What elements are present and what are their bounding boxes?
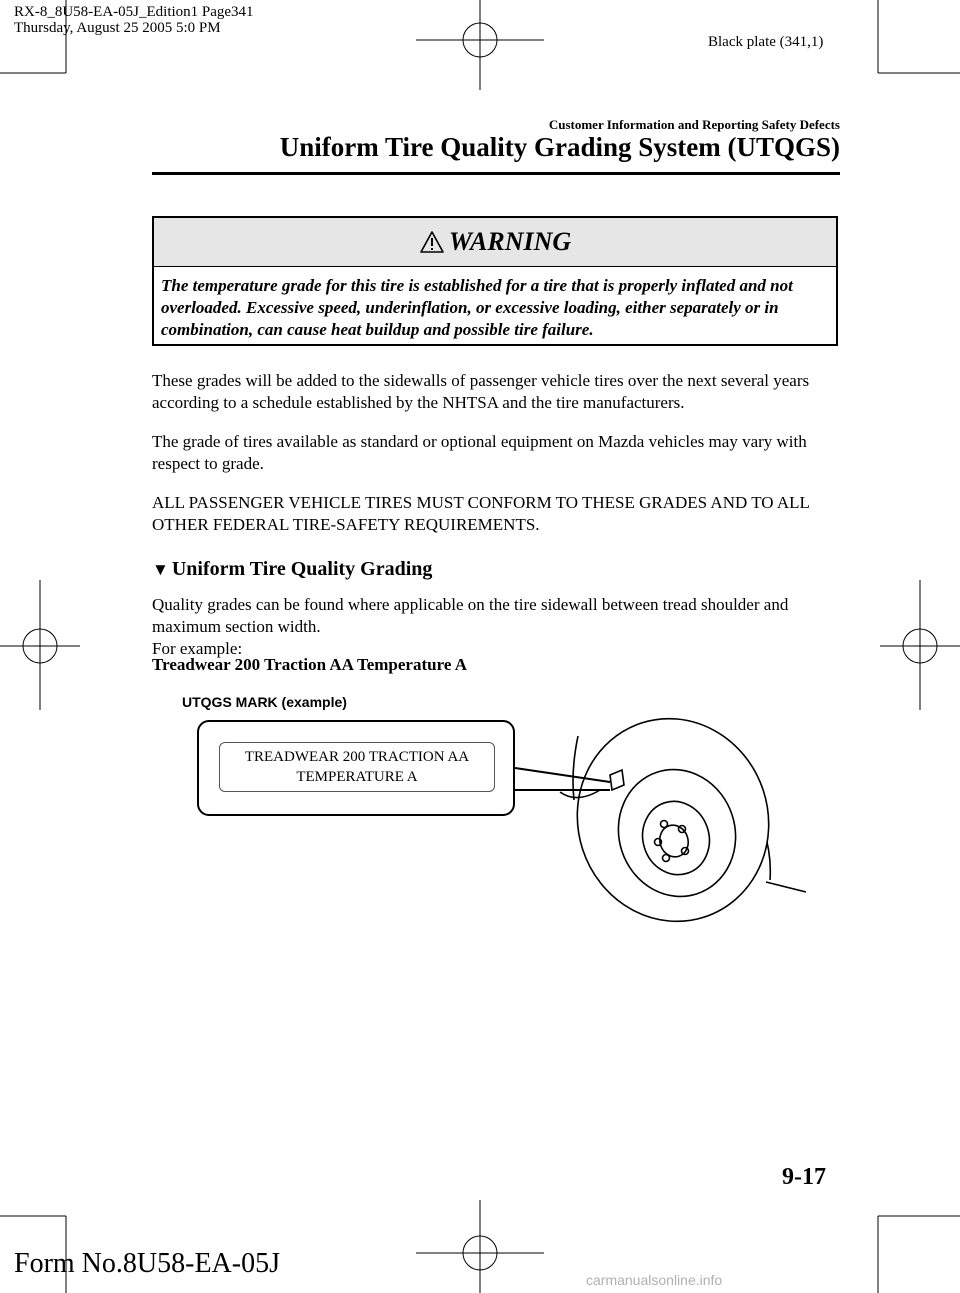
print-meta-line2: Thursday, August 25 2005 5:0 PM bbox=[14, 20, 221, 36]
plate-label: Black plate (341,1) bbox=[708, 34, 824, 50]
utqgs-mark-label bbox=[219, 742, 495, 792]
mark-line-1: TREADWEAR 200 TRACTION AA bbox=[244, 749, 470, 765]
for-example-text: For example: bbox=[152, 639, 243, 658]
page-title: Uniform Tire Quality Grading System (UTQGS) bbox=[279, 132, 840, 162]
section-label: Customer Information and Reporting Safety Defects bbox=[548, 117, 840, 132]
example-grade: Treadwear 200 Traction AA Temperature A bbox=[152, 655, 467, 674]
form-number: Form No.8U58-EA-05J bbox=[14, 1248, 280, 1279]
utqgs-mark-callout bbox=[197, 720, 515, 816]
paragraph-conformance: ALL PASSENGER VEHICLE TIRES MUST CONFORM TO THESE GRADES AND TO ALL OTHER FEDERAL TIRE-SAFETY REQUIREMENTS. bbox=[152, 493, 810, 534]
triangle-bullet-icon: ▼ bbox=[152, 560, 169, 579]
paragraph-location-text: Quality grades can be found where applicable on the tire sidewall between tread shoulder and maximum section width. bbox=[152, 595, 789, 636]
warning-text: The temperature grade for this tire is established for a tire that is properly inflated and not overloaded. Excessive speed, underinflation, or excessive loading, either separately or in combination, can cause heat buildup and possible tire failure. bbox=[161, 276, 793, 339]
paragraph-grade-variation: The grade of tires available as standard or optional equipment on Mazda vehicles may vary with respect to grade. bbox=[152, 432, 807, 473]
subheading-text: Uniform Tire Quality Grading bbox=[171, 558, 433, 580]
paragraph-schedule: These grades will be added to the sidewalls of passenger vehicle tires over the next several years according to a schedule established by the NHTSA and the tire manufacturers. bbox=[152, 371, 810, 412]
mark-line-2: TEMPERATURE A bbox=[296, 769, 418, 785]
figure-caption: UTQGS MARK (example) bbox=[182, 694, 347, 710]
print-meta-line1: RX-8_8U58-EA-05J_Edition1 Page341 bbox=[14, 4, 254, 20]
watermark: carmanualsonline.info bbox=[586, 1272, 723, 1288]
page-number: 9-17 bbox=[782, 1164, 826, 1190]
warning-heading: WARNING bbox=[448, 227, 572, 256]
